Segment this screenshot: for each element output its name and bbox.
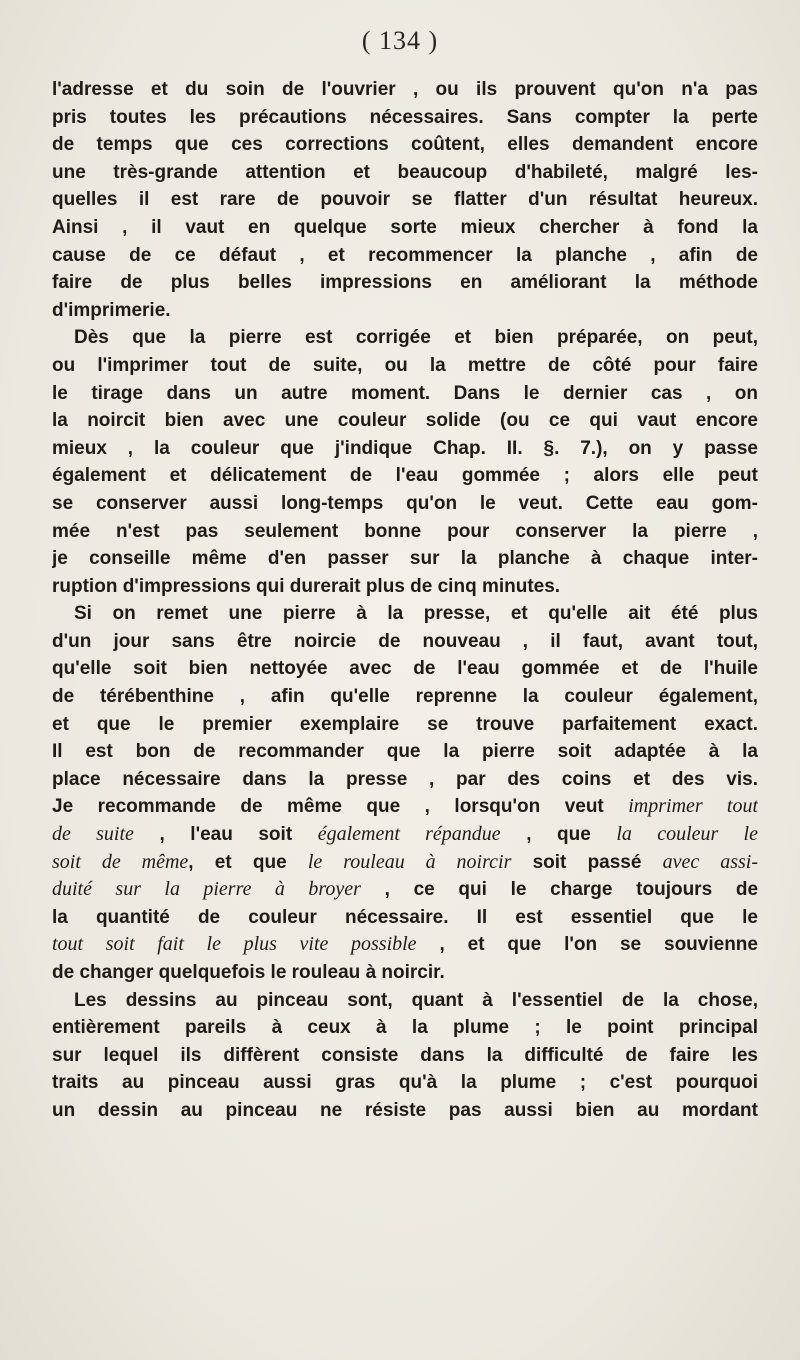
text-segment: se conserver aussi long-temps qu'on le veut. Cette eau gom- — [52, 492, 758, 514]
text-segment: entièrement pareils à ceux à la plume ; le point principal — [52, 1017, 758, 1039]
text-line — [52, 959, 758, 987]
italic-text-segment: tout soit fait le plus vite possible — [52, 933, 417, 956]
page-number: ( 134 ) — [361, 26, 439, 55]
text-line — [52, 931, 758, 959]
text-line — [52, 545, 758, 573]
text-segment: l'adresse et du soin de l'ouvrier , ou ils prouvent qu'on n'a pas — [52, 79, 758, 100]
text-segment: Si on remet une pierre à la presse, et qu'elle ait été plus — [74, 603, 758, 625]
text-segment: je conseille même d'en passer sur la planche à chaque inter- — [52, 548, 758, 570]
text-line — [52, 104, 758, 132]
text-line — [52, 1069, 758, 1097]
text-segment: également et délicatement de l'eau gommée ; alors elle peut — [52, 465, 758, 487]
text-segment: Je recommande de même que , lorsqu'on veut — [52, 796, 629, 818]
text-segment: d'un jour sans être noircie de nouveau , il faut, avant tout, — [52, 630, 758, 652]
text-segment: d'imprimerie. — [52, 299, 171, 321]
text-line — [52, 683, 758, 711]
text-line — [52, 407, 758, 435]
text-segment: , ce qui le charge toujours de — [360, 879, 758, 901]
text-line — [52, 849, 758, 877]
text-segment: Dès que la pierre est corrigée et bien préparée, on peut, — [74, 327, 758, 349]
text-line — [52, 628, 758, 656]
text-segment: traits au pinceau aussi gras qu'à la plume ; c'est pourquoi — [52, 1072, 758, 1094]
text-line — [52, 462, 758, 490]
text-segment: Les dessins au pinceau sont, quant à l'essentiel de la chose, — [74, 989, 758, 1011]
text-line — [52, 269, 758, 297]
text-segment: quelles il est rare de pouvoir se flatter d'un résultat heureux. — [52, 189, 758, 211]
text-line — [52, 159, 758, 187]
italic-text-segment: de suite — [52, 823, 134, 846]
text-segment: la noircit bien avec une couleur solide (ou ce qui vaut encore — [52, 410, 758, 432]
italic-text-segment: également répandue — [317, 823, 501, 846]
text-line — [52, 324, 758, 352]
text-segment: soit passé — [511, 851, 663, 873]
text-segment: , l'eau soit — [133, 824, 318, 846]
text-line — [52, 297, 758, 325]
italic-text-segment: soit de même — [52, 850, 189, 873]
text-line — [52, 904, 758, 932]
text-line — [52, 352, 758, 380]
text-segment: , que — [500, 824, 617, 846]
text-segment: cause de ce défaut , et recommencer la planche , afin de — [52, 244, 758, 266]
text-segment: pris toutes les précautions nécessaires. Sans compter la perte — [52, 106, 758, 128]
text-segment: ruption d'impressions qui durerait plus de cinq minutes. — [52, 575, 561, 597]
text-segment: Ainsi , il vaut en quelque sorte mieux chercher à fond la — [52, 216, 758, 238]
text-line — [52, 738, 758, 766]
italic-text-segment: la couleur le — [616, 823, 758, 846]
text-line — [52, 186, 758, 214]
text-line — [52, 435, 758, 463]
text-line — [52, 380, 758, 408]
text-segment: sur lequel ils diffèrent consiste dans la difficulté de faire les — [52, 1044, 758, 1066]
text-line — [52, 793, 758, 821]
italic-text-segment: le rouleau à noircir — [307, 850, 512, 873]
text-line — [52, 490, 758, 518]
text-segment: une très-grande attention et beaucoup d'habileté, malgré les- — [52, 161, 758, 183]
italic-text-segment: duité sur la pierre à broyer — [52, 878, 361, 901]
text-line — [52, 1097, 758, 1125]
text-line — [52, 214, 758, 242]
text-segment: et que le premier exemplaire se trouve parfaitement exact. — [52, 713, 758, 735]
text-segment: Il est bon de recommander que la pierre soit adaptée à la — [52, 741, 758, 763]
text-segment: de térébenthine , afin qu'elle reprenne la couleur également, — [52, 686, 758, 708]
text-segment: un dessin au pinceau ne résiste pas aussi bien au mordant — [52, 1099, 758, 1121]
text-segment: de temps que ces corrections coûtent, elles demandent encore — [52, 134, 758, 156]
text-line — [52, 876, 758, 904]
text-line — [52, 518, 758, 546]
text-segment: faire de plus belles impressions en améliorant la méthode — [52, 272, 758, 294]
text-line — [52, 242, 758, 270]
text-segment: , et que l'on se souvienne — [416, 934, 758, 956]
text-line — [52, 600, 758, 628]
body-text — [52, 76, 758, 1125]
text-segment: la quantité de couleur nécessaire. Il est essentiel que le — [52, 906, 758, 928]
text-segment: mée n'est pas seulement bonne pour conserver la pierre , — [52, 520, 758, 542]
text-segment: place nécessaire dans la presse , par des coins et des vis. — [52, 768, 758, 790]
text-segment: de changer quelquefois le rouleau à noircir. — [52, 962, 445, 983]
text-line — [52, 1042, 758, 1070]
text-line — [52, 131, 758, 159]
text-line — [52, 76, 758, 104]
text-segment: , et que — [188, 851, 308, 873]
text-line — [52, 573, 758, 601]
text-segment: qu'elle soit bien nettoyée avec de l'eau gommée et de l'huile — [52, 658, 758, 680]
italic-text-segment: imprimer tout — [628, 795, 758, 818]
text-line — [52, 987, 758, 1015]
text-line — [52, 1014, 758, 1042]
text-line — [52, 655, 758, 683]
italic-text-segment: avec assi- — [662, 850, 758, 873]
text-line — [52, 766, 758, 794]
text-line — [52, 711, 758, 739]
text-segment: le tirage dans un autre moment. Dans le dernier cas , on — [52, 382, 758, 404]
text-segment: ou l'imprimer tout de suite, ou la mettre de côté pour faire — [52, 354, 758, 376]
text-segment: mieux , la couleur que j'indique Chap. II. §. 7.), on y passe — [52, 437, 758, 459]
text-line — [52, 821, 758, 849]
